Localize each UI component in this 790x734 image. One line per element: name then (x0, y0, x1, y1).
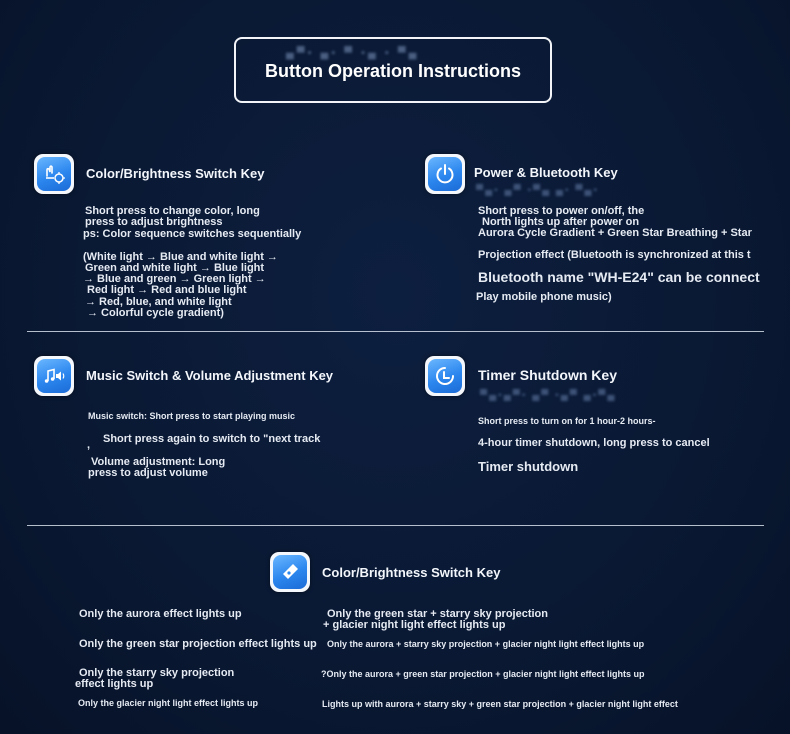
effect-item: ?Only the aurora + green star projection + glacier night light effect lights up (321, 669, 645, 679)
effect-item: Only the aurora + starry sky projection + glacier night light effect lights up (327, 639, 645, 649)
divider (27, 331, 764, 332)
effect-item: Only the glacier night light effect lights up (78, 698, 259, 708)
power-key-line: Bluetooth name "WH-E24" can be connect (478, 269, 760, 285)
effect-item: Only the aurora effect lights up (79, 608, 242, 620)
color-key-line: press to adjust brightness (85, 216, 223, 228)
timer-key-line: Short press to turn on for 1 hour-2 hours- (478, 416, 656, 426)
timer-key-title: Timer Shutdown Key (478, 367, 617, 383)
color-key-line: → Blue and green → Green light → (83, 273, 266, 285)
color-key-line: (White light → Blue and white light → (83, 251, 278, 263)
effect-item: + glacier night light effect lights up (323, 619, 506, 631)
color-key-title: Color/Brightness Switch Key (86, 166, 265, 181)
flashlight-icon (270, 552, 310, 592)
effect-item: Only the green star + starry sky projection (327, 608, 548, 620)
divider (27, 525, 764, 526)
effect-item: effect lights up (75, 678, 154, 690)
timer-icon (425, 356, 465, 396)
power-icon (425, 154, 465, 194)
music-key-line: Music switch: Short press to start playing music (88, 411, 296, 421)
music-key-line: Short press again to switch to "next track (103, 433, 321, 445)
music-key-title: Music Switch & Volume Adjustment Key (86, 368, 334, 383)
power-key-line: Projection effect (Bluetooth is synchronized at this t (478, 249, 751, 261)
power-key-line: Aurora Cycle Gradient + Green Star Breathing + Star (478, 227, 752, 239)
effect-item: Only the green star projection effect lights up (79, 638, 317, 650)
music-volume-icon (34, 356, 74, 396)
blur-decoration: ▀▄▪ ▄▀ ▪▀▄ ▄▪ ▀▄▪ (476, 185, 600, 196)
power-key-line: North lights up after power on (482, 216, 640, 228)
music-key-line: Volume adjustment: Long (91, 456, 226, 468)
power-key-title: Power & Bluetooth Key (474, 165, 618, 180)
color-key-line: Short press to change color, long (85, 205, 260, 217)
color-key-line: → Colorful cycle gradient) (87, 307, 224, 319)
power-key-line: Play mobile phone music) (476, 291, 612, 303)
music-key-line: press to adjust volume (88, 467, 208, 479)
effect-item: Lights up with aurora + starry sky + green star projection + glacier night light effect (322, 699, 678, 709)
blur-decoration: ▀▄▪▄▀▪ ▄▀ ▪▄▀ ▄▪▀▄ (480, 390, 617, 401)
music-key-line: , (87, 439, 91, 451)
title-box (234, 37, 552, 103)
hand-brightness-icon (34, 154, 74, 194)
color-key-line: Red light → Red and blue light (87, 284, 247, 296)
effects-key-title: Color/Brightness Switch Key (322, 565, 501, 580)
power-key-line: Short press to power on/off, the (478, 205, 645, 217)
color-key-line: → Red, blue, and white light (85, 296, 232, 308)
color-key-line: ps: Color sequence switches sequentially (83, 228, 302, 240)
title-blur-decoration: ▄▀▪ ▄▪ ▀ ▪▄ ▪ ▀▄ (286, 47, 420, 59)
timer-key-line: Timer shutdown (478, 459, 579, 474)
page-title: Button Operation Instructions (265, 61, 521, 81)
color-key-line: Green and white light → Blue light (85, 262, 265, 274)
timer-key-line: 4-hour timer shutdown, long press to cancel (478, 437, 710, 449)
effect-item: Only the starry sky projection (79, 667, 235, 679)
